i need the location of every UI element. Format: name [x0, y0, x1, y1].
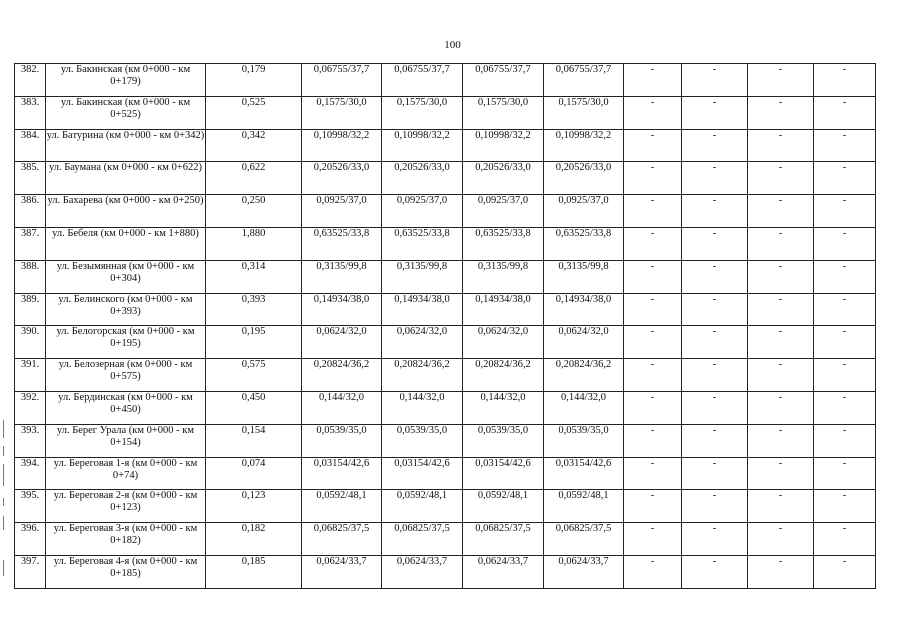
value-col-4: 0,14934/38,0: [544, 293, 624, 326]
dash-col-3: -: [748, 162, 814, 195]
dash-col-4: -: [814, 326, 876, 359]
value-col-1: 0,0624/32,0: [302, 326, 382, 359]
value-col-3: 0,63525/33,8: [463, 227, 544, 260]
value-col-3: 0,14934/38,0: [463, 293, 544, 326]
value-col-3: 0,1575/30,0: [463, 96, 544, 129]
table-row: [15, 96, 876, 129]
dash-col-1: -: [624, 555, 682, 588]
dash-col-2: -: [682, 359, 748, 392]
value-col-3: 0,03154/42,6: [463, 457, 544, 490]
row-number: 395.: [15, 490, 46, 523]
length-km: 0,074: [206, 457, 302, 490]
value-col-1: 0,20526/33,0: [302, 162, 382, 195]
value-col-4: 0,0624/32,0: [544, 326, 624, 359]
value-col-2: 0,14934/38,0: [382, 293, 463, 326]
value-col-2: 0,0925/37,0: [382, 195, 463, 228]
dash-col-2: -: [682, 490, 748, 523]
dash-col-2: -: [682, 260, 748, 293]
value-col-2: 0,0624/33,7: [382, 555, 463, 588]
table-row: [15, 555, 876, 588]
table-row: [15, 64, 876, 97]
value-col-4: 0,10998/32,2: [544, 129, 624, 162]
dash-col-1: -: [624, 523, 682, 556]
dash-col-2: -: [682, 391, 748, 424]
value-col-1: 0,03154/42,6: [302, 457, 382, 490]
dash-col-2: -: [682, 555, 748, 588]
value-col-4: 0,06755/37,7: [544, 64, 624, 97]
scan-edge-marks: [3, 420, 5, 580]
row-number: 387.: [15, 227, 46, 260]
table-row: [15, 195, 876, 228]
dash-col-2: -: [682, 293, 748, 326]
dash-col-3: -: [748, 555, 814, 588]
dash-col-3: -: [748, 523, 814, 556]
page-number: 100: [444, 39, 461, 51]
dash-col-3: -: [748, 195, 814, 228]
dash-col-3: -: [748, 96, 814, 129]
row-number: 386.: [15, 195, 46, 228]
value-col-1: 0,06755/37,7: [302, 64, 382, 97]
value-col-4: 0,20824/36,2: [544, 359, 624, 392]
dash-col-3: -: [748, 490, 814, 523]
street-name: ул. Берег Урала (км 0+000 - км 0+154): [46, 424, 206, 457]
value-col-2: 0,1575/30,0: [382, 96, 463, 129]
dash-col-1: -: [624, 96, 682, 129]
value-col-4: 0,1575/30,0: [544, 96, 624, 129]
value-col-4: 0,144/32,0: [544, 391, 624, 424]
dash-col-2: -: [682, 64, 748, 97]
table-row: [15, 490, 876, 523]
road-data-table: [14, 63, 876, 589]
dash-col-3: -: [748, 293, 814, 326]
row-number: 392.: [15, 391, 46, 424]
dash-col-4: -: [814, 260, 876, 293]
value-col-3: 0,10998/32,2: [463, 129, 544, 162]
value-col-2: 0,06825/37,5: [382, 523, 463, 556]
row-number: 389.: [15, 293, 46, 326]
value-col-3: 0,144/32,0: [463, 391, 544, 424]
value-col-4: 0,20526/33,0: [544, 162, 624, 195]
street-name: ул. Баумана (км 0+000 - км 0+622): [46, 162, 206, 195]
table-row: [15, 293, 876, 326]
dash-col-4: -: [814, 391, 876, 424]
dash-col-2: -: [682, 129, 748, 162]
dash-col-1: -: [624, 359, 682, 392]
row-number: 383.: [15, 96, 46, 129]
length-km: 0,342: [206, 129, 302, 162]
street-name: ул. Береговая 2-я (км 0+000 - км 0+123): [46, 490, 206, 523]
dash-col-2: -: [682, 523, 748, 556]
dash-col-1: -: [624, 162, 682, 195]
value-col-2: 0,10998/32,2: [382, 129, 463, 162]
table-row: [15, 326, 876, 359]
length-km: 0,123: [206, 490, 302, 523]
street-name: ул. Белинского (км 0+000 - км 0+393): [46, 293, 206, 326]
dash-col-3: -: [748, 64, 814, 97]
value-col-3: 0,0592/48,1: [463, 490, 544, 523]
street-name: ул. Бебеля (км 0+000 - км 1+880): [46, 227, 206, 260]
value-col-2: 0,144/32,0: [382, 391, 463, 424]
value-col-3: 0,0624/33,7: [463, 555, 544, 588]
dash-col-2: -: [682, 326, 748, 359]
table-row: [15, 129, 876, 162]
table-row: [15, 457, 876, 490]
dash-col-1: -: [624, 424, 682, 457]
street-name: ул. Бердинская (км 0+000 - км 0+450): [46, 391, 206, 424]
value-col-2: 0,06755/37,7: [382, 64, 463, 97]
value-col-2: 0,0539/35,0: [382, 424, 463, 457]
row-number: 396.: [15, 523, 46, 556]
street-name: ул. Белозерная (км 0+000 - км 0+575): [46, 359, 206, 392]
value-col-2: 0,03154/42,6: [382, 457, 463, 490]
dash-col-3: -: [748, 359, 814, 392]
length-km: 0,185: [206, 555, 302, 588]
row-number: 382.: [15, 64, 46, 97]
value-col-3: 0,3135/99,8: [463, 260, 544, 293]
street-name: ул. Береговая 1-я (км 0+000 - км 0+74): [46, 457, 206, 490]
dash-col-4: -: [814, 162, 876, 195]
dash-col-4: -: [814, 227, 876, 260]
value-col-1: 0,06825/37,5: [302, 523, 382, 556]
length-km: 0,393: [206, 293, 302, 326]
value-col-1: 0,0925/37,0: [302, 195, 382, 228]
value-col-2: 0,20526/33,0: [382, 162, 463, 195]
row-number: 397.: [15, 555, 46, 588]
dash-col-4: -: [814, 424, 876, 457]
dash-col-2: -: [682, 195, 748, 228]
dash-col-4: -: [814, 457, 876, 490]
length-km: 0,450: [206, 391, 302, 424]
dash-col-1: -: [624, 490, 682, 523]
dash-col-2: -: [682, 96, 748, 129]
dash-col-3: -: [748, 424, 814, 457]
table-row: [15, 260, 876, 293]
value-col-3: 0,0925/37,0: [463, 195, 544, 228]
value-col-1: 0,144/32,0: [302, 391, 382, 424]
value-col-2: 0,0624/32,0: [382, 326, 463, 359]
value-col-4: 0,06825/37,5: [544, 523, 624, 556]
dash-col-4: -: [814, 64, 876, 97]
table-row: [15, 227, 876, 260]
dash-col-1: -: [624, 129, 682, 162]
row-number: 390.: [15, 326, 46, 359]
value-col-3: 0,20824/36,2: [463, 359, 544, 392]
table-row: [15, 162, 876, 195]
value-col-4: 0,0624/33,7: [544, 555, 624, 588]
dash-col-4: -: [814, 195, 876, 228]
value-col-1: 0,3135/99,8: [302, 260, 382, 293]
street-name: ул. Безымянная (км 0+000 - км 0+304): [46, 260, 206, 293]
row-number: 394.: [15, 457, 46, 490]
dash-col-4: -: [814, 96, 876, 129]
length-km: 1,880: [206, 227, 302, 260]
value-col-1: 0,10998/32,2: [302, 129, 382, 162]
length-km: 0,314: [206, 260, 302, 293]
value-col-4: 0,3135/99,8: [544, 260, 624, 293]
length-km: 0,575: [206, 359, 302, 392]
length-km: 0,195: [206, 326, 302, 359]
dash-col-1: -: [624, 260, 682, 293]
row-number: 385.: [15, 162, 46, 195]
dash-col-1: -: [624, 391, 682, 424]
length-km: 0,622: [206, 162, 302, 195]
value-col-4: 0,0925/37,0: [544, 195, 624, 228]
table-row: [15, 523, 876, 556]
street-name: ул. Береговая 4-я (км 0+000 - км 0+185): [46, 555, 206, 588]
street-name: ул. Батурина (км 0+000 - км 0+342): [46, 129, 206, 162]
dash-col-2: -: [682, 227, 748, 260]
table-row: [15, 359, 876, 392]
value-col-4: 0,0539/35,0: [544, 424, 624, 457]
dash-col-4: -: [814, 129, 876, 162]
dash-col-3: -: [748, 129, 814, 162]
dash-col-4: -: [814, 555, 876, 588]
table-row: [15, 424, 876, 457]
length-km: 0,525: [206, 96, 302, 129]
dash-col-1: -: [624, 227, 682, 260]
dash-col-1: -: [624, 195, 682, 228]
row-number: 384.: [15, 129, 46, 162]
value-col-2: 0,63525/33,8: [382, 227, 463, 260]
dash-col-4: -: [814, 490, 876, 523]
length-km: 0,182: [206, 523, 302, 556]
dash-col-2: -: [682, 457, 748, 490]
street-name: ул. Белогорская (км 0+000 - км 0+195): [46, 326, 206, 359]
value-col-1: 0,20824/36,2: [302, 359, 382, 392]
dash-col-1: -: [624, 64, 682, 97]
length-km: 0,250: [206, 195, 302, 228]
value-col-3: 0,06825/37,5: [463, 523, 544, 556]
value-col-3: 0,06755/37,7: [463, 64, 544, 97]
value-col-2: 0,0592/48,1: [382, 490, 463, 523]
value-col-4: 0,03154/42,6: [544, 457, 624, 490]
dash-col-3: -: [748, 227, 814, 260]
row-number: 388.: [15, 260, 46, 293]
row-number: 393.: [15, 424, 46, 457]
dash-col-4: -: [814, 359, 876, 392]
dash-col-1: -: [624, 293, 682, 326]
dash-col-3: -: [748, 326, 814, 359]
value-col-1: 0,0592/48,1: [302, 490, 382, 523]
street-name: ул. Бакинская (км 0+000 - км 0+525): [46, 96, 206, 129]
street-name: ул. Бакинская (км 0+000 - км 0+179): [46, 64, 206, 97]
value-col-3: 0,20526/33,0: [463, 162, 544, 195]
value-col-1: 0,14934/38,0: [302, 293, 382, 326]
value-col-3: 0,0539/35,0: [463, 424, 544, 457]
length-km: 0,179: [206, 64, 302, 97]
row-number: 391.: [15, 359, 46, 392]
value-col-1: 0,1575/30,0: [302, 96, 382, 129]
value-col-2: 0,3135/99,8: [382, 260, 463, 293]
dash-col-3: -: [748, 457, 814, 490]
dash-col-1: -: [624, 457, 682, 490]
value-col-2: 0,20824/36,2: [382, 359, 463, 392]
dash-col-1: -: [624, 326, 682, 359]
value-col-1: 0,0539/35,0: [302, 424, 382, 457]
dash-col-4: -: [814, 293, 876, 326]
street-name: ул. Бахарева (км 0+000 - км 0+250): [46, 195, 206, 228]
length-km: 0,154: [206, 424, 302, 457]
value-col-1: 0,0624/33,7: [302, 555, 382, 588]
street-name: ул. Береговая 3-я (км 0+000 - км 0+182): [46, 523, 206, 556]
value-col-4: 0,63525/33,8: [544, 227, 624, 260]
value-col-3: 0,0624/32,0: [463, 326, 544, 359]
dash-col-2: -: [682, 424, 748, 457]
value-col-1: 0,63525/33,8: [302, 227, 382, 260]
dash-col-2: -: [682, 162, 748, 195]
table-row: [15, 391, 876, 424]
dash-col-3: -: [748, 391, 814, 424]
dash-col-4: -: [814, 523, 876, 556]
dash-col-3: -: [748, 260, 814, 293]
value-col-4: 0,0592/48,1: [544, 490, 624, 523]
